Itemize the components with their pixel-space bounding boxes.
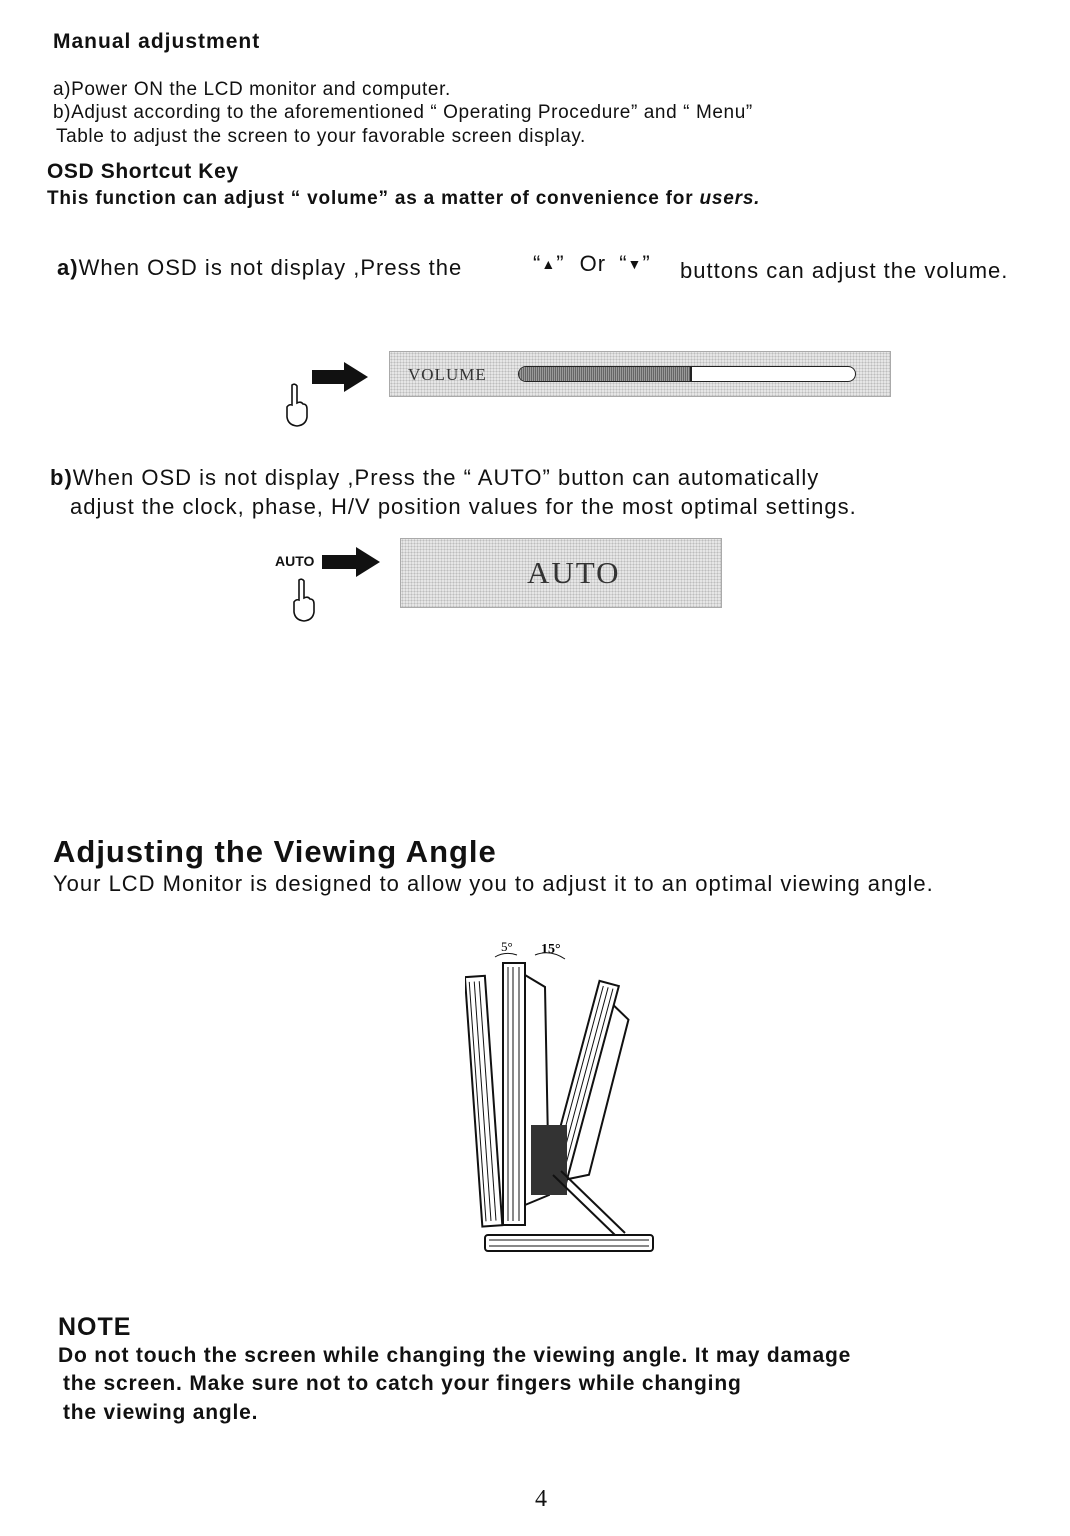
pointing-hand-icon xyxy=(290,578,316,622)
osd-description: This function can adjust “ volume” as a matter of convenience for users. xyxy=(47,188,761,209)
viewing-angle-description: Your LCD Monitor is designed to allow you to adjust it to an optimal viewing angle. xyxy=(53,871,934,896)
down-arrow-key-icon: ▼ xyxy=(627,256,643,272)
osd-step-b-continued: adjust the clock, phase, H/V position values for the most optimal settings. xyxy=(70,494,857,519)
note-title: NOTE xyxy=(58,1313,132,1341)
auto-key-label: AUTO xyxy=(275,553,315,569)
volume-bar-fill xyxy=(519,367,692,381)
section-title-viewing-angle: Adjusting the Viewing Angle xyxy=(53,834,497,869)
up-arrow-key-icon: ▲ xyxy=(541,256,557,272)
volume-osd-label: VOLUME xyxy=(408,365,487,384)
osd-step-b: b)When OSD is not display ,Press the “ AUTO” button can automatically xyxy=(50,465,820,490)
monitor-front-tilt-icon xyxy=(465,976,502,1227)
osd-step-a: a)When OSD is not display ,Press the xyxy=(57,255,463,280)
page-number: 4 xyxy=(535,1486,547,1512)
section-title-manual-adjustment: Manual adjustment xyxy=(53,30,261,53)
manual-step-b: b)Adjust according to the aforementioned “ Operating Procedure” and “ Menu” xyxy=(53,102,753,123)
note-line-1: Do not touch the screen while changing the viewing angle. It may damage xyxy=(58,1344,852,1367)
note-line-2: the screen. Make sure not to catch your fingers while changing xyxy=(63,1372,742,1395)
pointing-hand-icon xyxy=(283,383,309,427)
manual-step-b-continued: Table to adjust the screen to your favorable screen display. xyxy=(56,126,586,147)
note-line-3: the viewing angle. xyxy=(63,1401,259,1424)
press-arrow-icon xyxy=(312,360,368,394)
tilt-back-label: 15° xyxy=(541,942,561,957)
tilt-forward-label: 5° xyxy=(501,939,513,954)
auto-osd-label: AUTO xyxy=(527,555,621,590)
osd-step-a-continued: buttons can adjust the volume. xyxy=(680,258,1009,283)
monitor-tilt-illustration xyxy=(465,935,665,1261)
volume-osd-window xyxy=(389,351,891,397)
press-arrow-icon xyxy=(322,545,380,579)
volume-bar xyxy=(518,366,856,382)
auto-osd-window xyxy=(400,538,722,608)
osd-step-a-keys: “▲” Or “▼” xyxy=(533,251,651,276)
manual-step-a: a)Power ON the LCD monitor and computer. xyxy=(53,79,451,100)
monitor-base-icon xyxy=(485,1235,653,1251)
section-title-osd-shortcut: OSD Shortcut Key xyxy=(47,160,239,183)
